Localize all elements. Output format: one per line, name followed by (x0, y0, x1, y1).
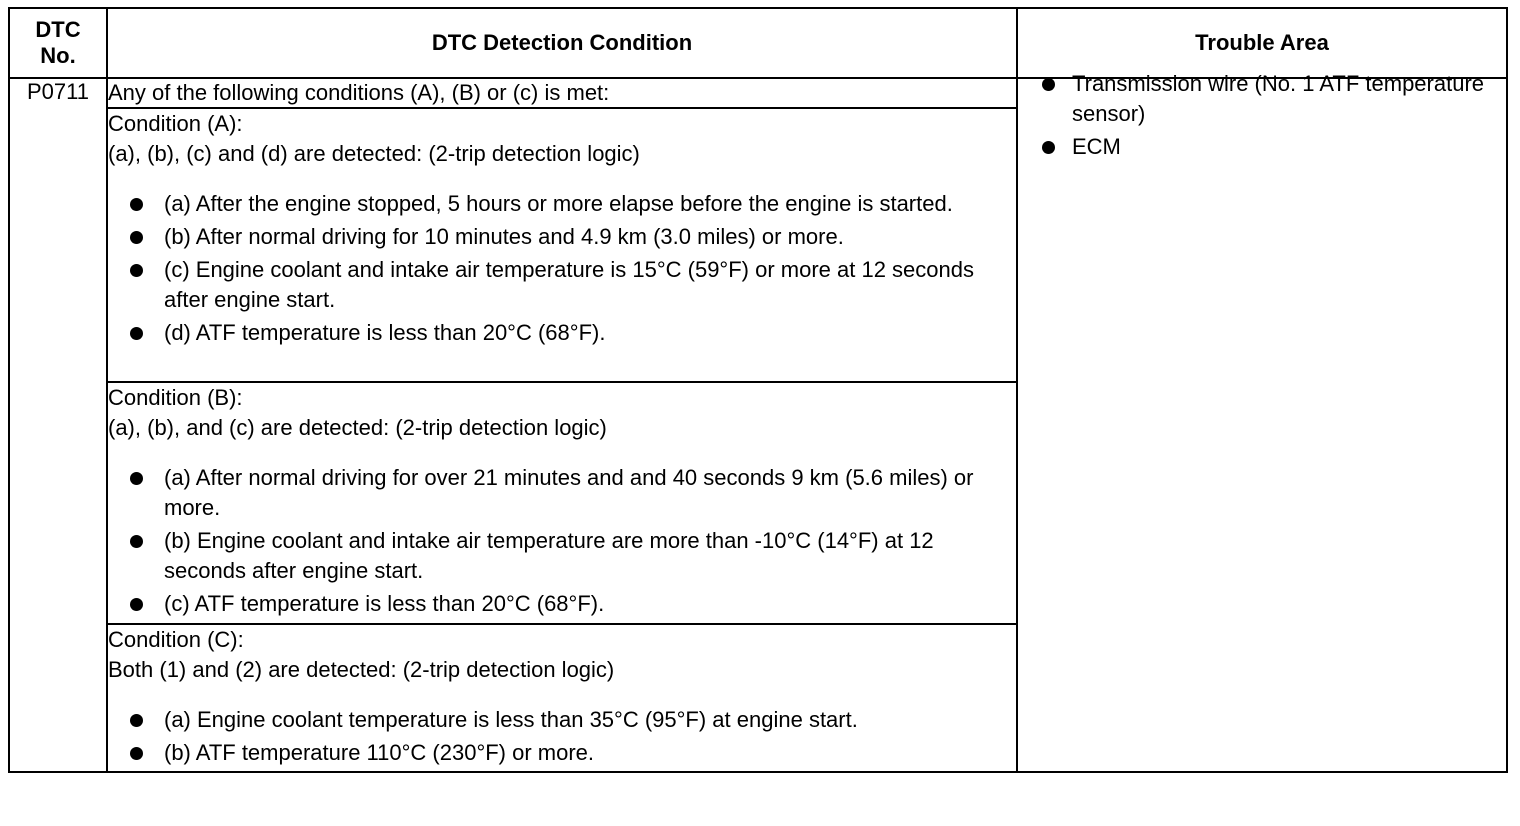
header-row (9, 8, 1507, 78)
condition-b-cell (107, 382, 1017, 624)
condition-item-text: (b) After normal driving for 10 minutes and 4.9 km (3.0 miles) or more. (164, 224, 844, 249)
condition-item-text: (c) ATF temperature is less than 20°C (68°F). (164, 591, 605, 616)
bullet-icon (130, 231, 143, 244)
list-item (128, 189, 1016, 219)
trouble-area-list (1018, 69, 1506, 162)
bullet-icon (1042, 78, 1055, 91)
list-item (1040, 69, 1506, 129)
condition-c-list (108, 705, 1016, 768)
condition-subtitle: (a), (b), (c) and (d) are detected: (2-trip detection logic) (108, 141, 640, 166)
condition-a-cell (107, 108, 1017, 382)
condition-title: Condition (B): (108, 385, 243, 410)
list-item (128, 222, 1016, 252)
bullet-icon (130, 535, 143, 548)
bullet-icon (130, 472, 143, 485)
list-item (128, 526, 1016, 586)
bullet-icon (1042, 141, 1055, 154)
list-item (128, 463, 1016, 523)
header-dtc-no-label: DTC No. (35, 17, 81, 68)
list-item (1040, 132, 1506, 162)
bullet-icon (130, 598, 143, 611)
condition-item-text: (b) ATF temperature 110°C (230°F) or more. (164, 740, 595, 765)
trouble-area-text: Transmission wire (No. 1 ATF temperature sensor) (1072, 71, 1485, 126)
condition-item-text: (a) After normal driving for over 21 minutes and and 40 seconds 9 km (5.6 miles) or more. (164, 465, 974, 520)
bullet-icon (130, 714, 143, 727)
list-item (128, 318, 1016, 348)
intro-text: Any of the following conditions (A), (B) or (c) is met: (107, 78, 1017, 108)
header-trouble-area: Trouble Area (1017, 8, 1507, 78)
list-item (128, 589, 1016, 619)
trouble-area-cell (1017, 71, 1507, 772)
bullet-icon (130, 198, 143, 211)
bullet-icon (130, 327, 143, 340)
list-item (128, 255, 1016, 315)
condition-subtitle: Both (1) and (2) are detected: (2-trip detection logic) (108, 657, 615, 682)
condition-title: Condition (C): (108, 627, 244, 652)
list-item (128, 738, 1016, 768)
header-dtc-no (9, 8, 107, 78)
bullet-icon (130, 264, 143, 277)
dtc-table (8, 7, 1508, 773)
bullet-icon (130, 747, 143, 760)
list-item (128, 705, 1016, 735)
condition-title: Condition (A): (108, 111, 243, 136)
condition-b-list (108, 463, 1016, 619)
condition-item-text: (b) Engine coolant and intake air temperature are more than -10°C (14°F) at 12 seconds after engine start. (164, 528, 934, 583)
condition-item-text: (d) ATF temperature is less than 20°C (68°F). (164, 320, 606, 345)
header-detection-condition: DTC Detection Condition (107, 8, 1017, 78)
dtc-code: P0711 (9, 78, 107, 772)
condition-subtitle: (a), (b), and (c) are detected: (2-trip detection logic) (108, 415, 607, 440)
trouble-area-text: ECM (1072, 134, 1121, 159)
intro-row (9, 78, 1507, 108)
condition-a-list (108, 189, 1016, 348)
condition-item-text: (a) After the engine stopped, 5 hours or more elapse before the engine is started. (164, 191, 953, 216)
condition-item-text: (c) Engine coolant and intake air temperature is 15°C (59°F) or more at 12 seconds after engine start. (164, 257, 974, 312)
condition-c-cell (107, 624, 1017, 772)
condition-item-text: (a) Engine coolant temperature is less than 35°C (95°F) at engine start. (164, 707, 858, 732)
